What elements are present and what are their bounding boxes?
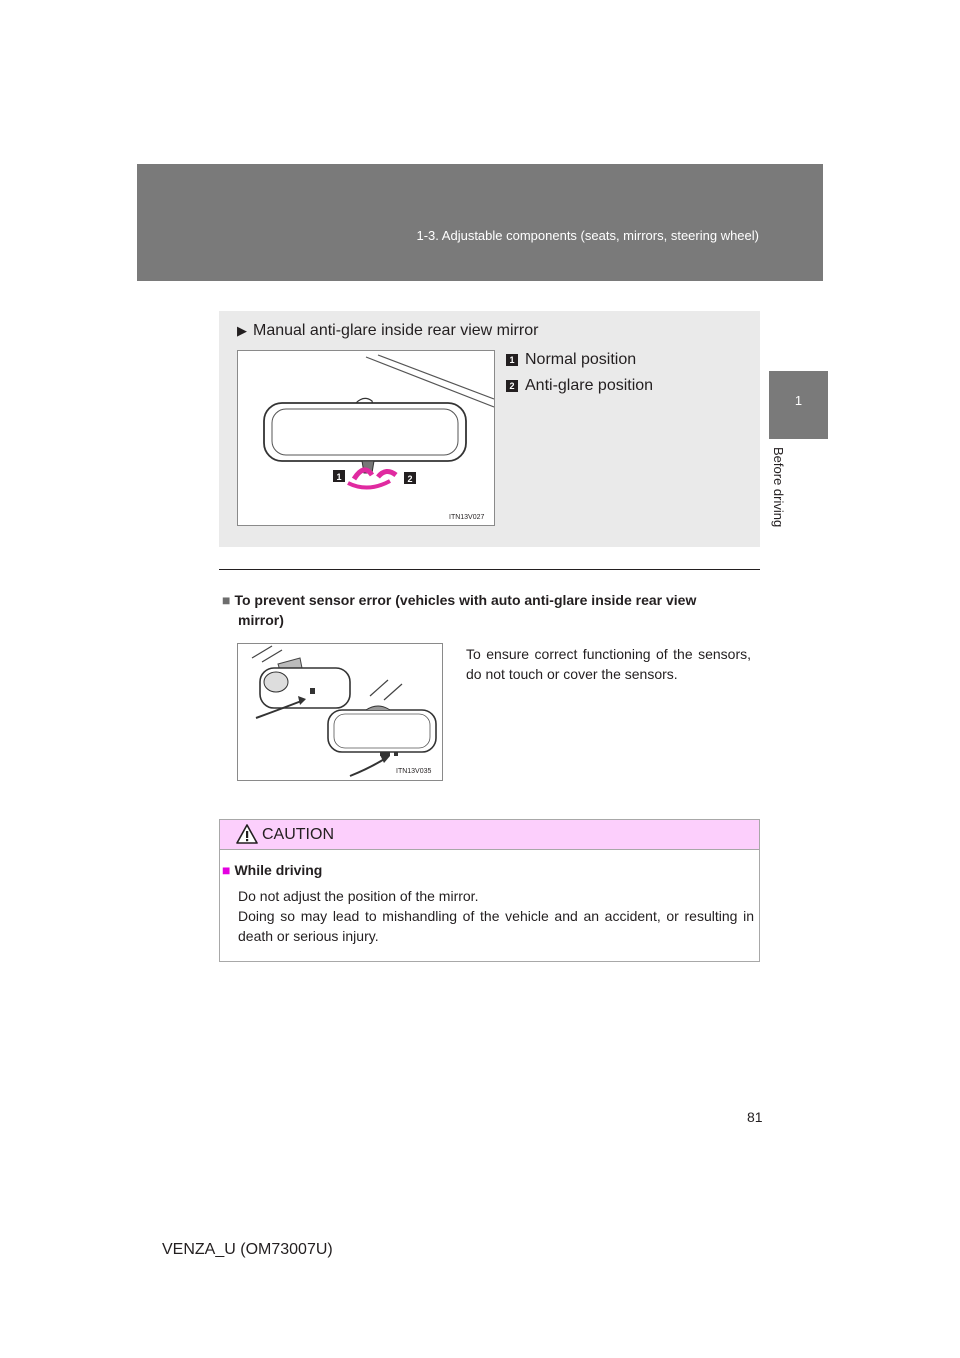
sensor-section-heading — [222, 590, 756, 630]
manual-mirror-figure — [237, 350, 495, 526]
rear-view-mirror-illustration — [238, 351, 494, 525]
figure-code: ITN13V035 — [396, 768, 432, 775]
triangle-bullet-icon: ▶ — [237, 323, 247, 338]
position-label: Normal position — [525, 351, 637, 368]
position-item-2 — [506, 377, 653, 395]
chapter-label-wrap — [768, 447, 790, 547]
sensor-heading-line2: mirror) — [238, 612, 284, 628]
caution-subheading-text: While driving — [234, 862, 323, 878]
number-badge: 2 — [506, 380, 518, 392]
position-item-1 — [506, 351, 636, 369]
svg-text:1: 1 — [336, 472, 342, 482]
chapter-number: 1 — [794, 393, 803, 408]
manual-mirror-title-text: Manual anti-glare inside rear view mirror — [253, 322, 539, 339]
section-divider — [219, 569, 760, 570]
sensor-heading-line1: To prevent sensor error (vehicles with auto anti-glare inside rear view — [234, 592, 697, 608]
manual-mirror-title — [237, 322, 538, 340]
chapter-label: Before driving — [771, 447, 786, 528]
page-number: 81 — [747, 1109, 763, 1125]
section-title: 1-3. Adjustable components (seats, mirrors, steering wheel) — [416, 228, 759, 243]
number-badge: 1 — [506, 354, 518, 366]
document-id: VENZA_U (OM73007U) — [162, 1241, 333, 1258]
square-bullet-icon: ■ — [222, 592, 231, 608]
chapter-tab — [769, 371, 828, 439]
sensor-instructions: To ensure correct functioning of the sensors, do not touch or cover the sensors. — [466, 646, 751, 682]
position-label: Anti-glare position — [525, 377, 654, 394]
caution-title: CAUTION — [262, 826, 334, 843]
square-bullet-icon: ■ — [222, 862, 231, 878]
svg-text:2: 2 — [407, 474, 413, 484]
caution-line-1: Do not adjust the position of the mirror. — [238, 888, 479, 904]
header-bar — [137, 164, 823, 281]
auto-mirror-sensor-illustration — [238, 644, 442, 780]
figure-code: ITN13V027 — [449, 514, 485, 521]
caution-body — [238, 886, 754, 946]
warning-triangle-icon — [236, 824, 258, 844]
sensor-figure — [237, 643, 443, 781]
caution-line-2: Doing so may lead to mishandling of the vehicle and an accident, or resulting in death or serious injury. — [238, 908, 754, 944]
caution-subheading — [222, 862, 322, 878]
